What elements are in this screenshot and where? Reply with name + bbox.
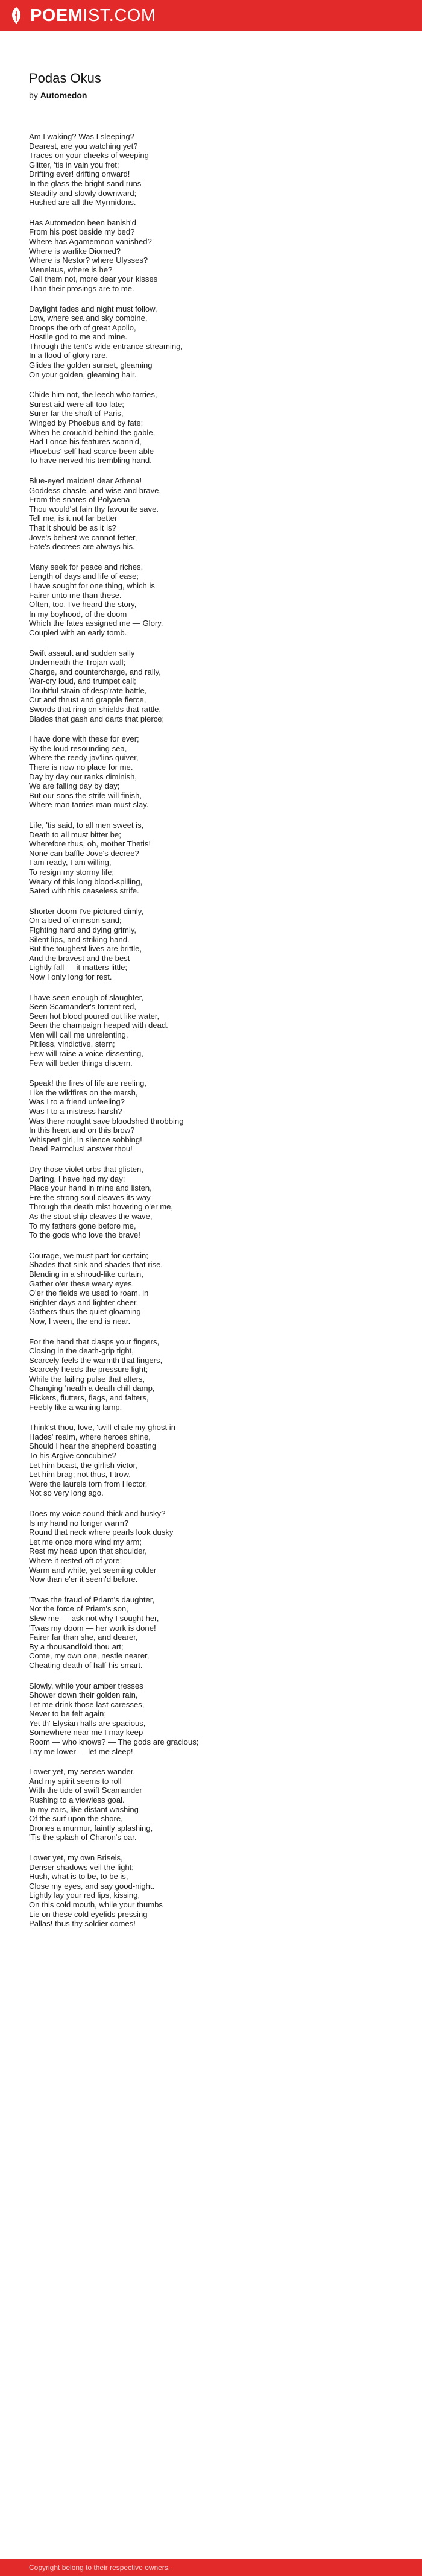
poem-line: Feebly like a waning lamp. — [29, 1402, 122, 1412]
poem-line: Fighting hard and dying grimly, — [29, 925, 137, 934]
poem-line: Which the fates assigned me — Glory, — [29, 619, 163, 628]
poem-line: Rest my head upon that shoulder, — [29, 1546, 147, 1556]
poem-line: Steadily and slowly downward; — [29, 188, 137, 198]
poem-line: But the toughest lives are brittle, — [29, 944, 142, 954]
poem-line: By a thousandfold thou art; — [29, 1642, 124, 1651]
poem-line: Where is Nestor? where Ulysses? — [29, 256, 148, 265]
poem-line: Where man tarries man must slay. — [29, 800, 149, 810]
poem-line: Pallas! thus thy soldier comes! — [29, 1919, 136, 1929]
poem-line: While the failing pulse that alters, — [29, 1374, 145, 1384]
poem-line: Scarcely heeds the pressure light; — [29, 1365, 148, 1375]
poem-line: Lightly lay your red lips, kissing, — [29, 1891, 140, 1900]
poem-stanza — [29, 132, 393, 207]
poem-line: Lay me lower — let me sleep! — [29, 1746, 133, 1756]
poem-line: Now, I ween, the end is near. — [29, 1316, 131, 1326]
poem-line: Swords that ring on shields that rattle, — [29, 705, 162, 714]
poem-line: Jove's behest we cannot fetter, — [29, 532, 137, 542]
poem-stanza — [29, 562, 393, 638]
poem-stanza — [29, 1423, 393, 1498]
poem-line: To resign my stormy life; — [29, 867, 115, 877]
poem-stanza — [29, 1079, 393, 1154]
poem-line: Like the wildfires on the marsh, — [29, 1088, 138, 1097]
poem-line: Had I once his features scann'd, — [29, 437, 142, 447]
poem-line: Than their prosings are to me. — [29, 283, 134, 293]
poem-line: Now than e'er it seem'd before. — [29, 1575, 138, 1584]
poem-line: Phoebus' self had scarce been able — [29, 446, 154, 456]
poem-line: Charge, and countercharge, and rally, — [29, 667, 161, 676]
poem-line: Slew me — ask not why I sought her, — [29, 1613, 159, 1623]
poem-line: Let me drink those last caresses, — [29, 1699, 145, 1709]
poem-line: Blades that gash and darts that pierce; — [29, 714, 165, 723]
poem-line: Come, my own one, nestle nearer, — [29, 1651, 150, 1661]
poem-line: Length of days and life of ease; — [29, 572, 139, 581]
poem-line: And my spirit seems to roll — [29, 1776, 122, 1786]
poem-line: Speak! the fires of life are reeling, — [29, 1079, 147, 1088]
poem-line: Gathers thus the quiet gloaming — [29, 1307, 141, 1317]
poem-line: Often, too, I've heard the story, — [29, 600, 137, 609]
poem-stanza — [29, 1767, 393, 1842]
poem-line: Glitter, 'tis in vain you fret; — [29, 160, 119, 169]
poem-line: Seen hot blood poured out like water, — [29, 1011, 160, 1021]
poem-line: Think'st thou, love, 'twill chafe my ghost in — [29, 1423, 175, 1432]
poem-line: Low, where sea and sky combine, — [29, 313, 148, 323]
poem-line: Brighter days and lighter cheer, — [29, 1297, 139, 1307]
poem-line: Room — who knows? — The gods are gracious; — [29, 1737, 199, 1747]
poem-title: Podas Okus — [29, 71, 101, 86]
poem-stanza — [29, 649, 393, 724]
quill-pen-icon — [8, 7, 24, 25]
poem-line: Wherefore thus, oh, mother Thetis! — [29, 839, 151, 849]
poem-line: O'er the fields we used to roam, in — [29, 1288, 149, 1298]
poem-line: Seen the champaign heaped with dead. — [29, 1021, 168, 1030]
poem-line: Many seek for peace and riches, — [29, 562, 143, 572]
poem-line: Not so very long ago. — [29, 1488, 104, 1498]
poem-stanza — [29, 993, 393, 1068]
poem-line: Flickers, flutters, flags, and falters, — [29, 1393, 149, 1403]
poem-line: In my ears, like distant washing — [29, 1804, 139, 1814]
poem-line: Does my voice sound thick and husky? — [29, 1509, 166, 1518]
poem-line: But our sons the strife will finish, — [29, 790, 142, 800]
poem-line: Should I hear the shepherd boasting — [29, 1441, 157, 1451]
poem-line: And the bravest and the best — [29, 953, 130, 963]
poem-line: Warm and white, yet seeming colder — [29, 1565, 157, 1575]
poem-line: Shower down their golden rain, — [29, 1690, 138, 1700]
poem-line: Never to be felt again; — [29, 1709, 107, 1719]
poem-line: Where it rested oft of yore; — [29, 1555, 122, 1565]
poem-line: Somewhere near me I may keep — [29, 1728, 143, 1737]
poem-line: Chide him not, the leech who tarries, — [29, 390, 157, 400]
poem-line: Was there nought save bloodshed throbbing — [29, 1116, 184, 1126]
poem-line: Through the tent's wide entrance streaming, — [29, 341, 183, 351]
poem-line: Shades that sink and shades that rise, — [29, 1260, 163, 1270]
site-header — [0, 0, 422, 31]
poem-line: Now I only long for rest. — [29, 972, 112, 981]
poem-line: Courage, we must part for certain; — [29, 1250, 148, 1260]
poem-line: Through the death mist hovering o'er me, — [29, 1202, 174, 1212]
poem-line: Droops the orb of great Apollo, — [29, 323, 136, 332]
poem-line: 'Twas the fraud of Priam's daughter, — [29, 1595, 155, 1604]
poem-line: I have sought for one thing, which is — [29, 581, 155, 590]
poem-line: Changing 'neath a death chill damp, — [29, 1384, 155, 1393]
poem-line: From the snares of Polyxena — [29, 495, 130, 505]
poem-line: Scarcely feels the warmth that lingers, — [29, 1355, 163, 1365]
poem-line: Where the reedy jav'lins quiver, — [29, 753, 139, 763]
poem-line: 'Tis the splash of Charon's oar. — [29, 1833, 137, 1842]
poem-line: Sated with this ceaseless strife. — [29, 886, 139, 896]
poem-line: Blending in a shroud-like curtain, — [29, 1269, 143, 1279]
poem-line: Cut and thrust and grapple fierce, — [29, 695, 146, 705]
poem-line: From his post beside my bed? — [29, 227, 135, 237]
poem-line: There is now no place for me. — [29, 763, 133, 772]
poem-line: To his Argive concubine? — [29, 1451, 116, 1461]
poem-line: Fairer unto me than these. — [29, 590, 122, 600]
poem-stanza — [29, 1509, 393, 1584]
poem-line: Let him boast, the girlish victor, — [29, 1460, 137, 1470]
poem-line: Whisper! girl, in silence sobbing! — [29, 1135, 142, 1144]
poem-stanza — [29, 1337, 393, 1412]
poem-line: Let him brag; not thus, I trow, — [29, 1470, 131, 1479]
poem-line: Call them not, more dear your kisses — [29, 274, 158, 284]
poem-line: Place your hand in mine and listen, — [29, 1183, 152, 1193]
site-footer — [0, 2559, 422, 2576]
poem-line: Let me once more wind my arm; — [29, 1537, 142, 1546]
poem-line: Denser shadows veil the light; — [29, 1862, 134, 1872]
poem-line: Life, 'tis said, to all men sweet is, — [29, 820, 144, 830]
poem-stanza — [29, 1165, 393, 1240]
poem-line: Surer far the shaft of Paris, — [29, 409, 124, 418]
poem-line: In my boyhood, of the doom — [29, 609, 127, 619]
poem-line: Surest aid were all too late; — [29, 399, 124, 409]
poem-line: On this cold mouth, while your thumbs — [29, 1900, 163, 1909]
poem-line: Drifting ever! drifting onward! — [29, 169, 130, 179]
poem-line: To my fathers gone before me, — [29, 1221, 136, 1230]
poem-line: In the glass the bright sand runs — [29, 178, 142, 188]
poem-line: Slowly, while your amber tresses — [29, 1681, 143, 1690]
poem-stanza — [29, 820, 393, 896]
poem-line: Day by day our ranks diminish, — [29, 772, 137, 781]
poem-line: Yet th' Elysian halls are spacious, — [29, 1718, 146, 1728]
poem-line: War-cry loud, and trumpet call; — [29, 676, 136, 686]
poem-line: Tell me, is it not far better — [29, 514, 118, 523]
poem-line: Fairer far than she, and dearer, — [29, 1633, 138, 1642]
poem-line: None can baffle Jove's decree? — [29, 848, 139, 858]
poem-body — [29, 132, 393, 1929]
poem-line: Lower yet, my own Briseis, — [29, 1853, 123, 1862]
poem-line: Daylight fades and night must follow, — [29, 304, 157, 313]
poem-line: Menelaus, where is he? — [29, 265, 113, 274]
poem-line: Underneath the Trojan wall; — [29, 658, 126, 667]
poem-line: Weary of this long blood-spilling, — [29, 877, 143, 886]
poem-byline — [29, 90, 393, 101]
poem-stanza — [29, 1853, 393, 1929]
poem-line: Rushing to a viewless goal. — [29, 1795, 125, 1805]
poem-line: Blue-eyed maiden! dear Athena! — [29, 476, 142, 485]
poem-line: Darling, I have had my day; — [29, 1174, 125, 1183]
poem-line: Dry those violet orbs that glisten, — [29, 1165, 143, 1174]
poem-line: I have done with these for ever; — [29, 734, 139, 744]
poem-line: In a flood of glory rare, — [29, 351, 109, 361]
poem-line: Thou would'st fain thy favourite save. — [29, 504, 159, 514]
poem-line: Where is warlike Diomed? — [29, 246, 121, 256]
poem-line: Swift assault and sudden sally — [29, 648, 135, 658]
poem-line: Hushed are all the Myrmidons. — [29, 198, 136, 207]
poem-line: Am I waking? Was I sleeping? — [29, 132, 134, 141]
poem-stanza — [29, 390, 393, 465]
poem-line: Round that neck where pearls look dusky — [29, 1528, 174, 1537]
poem-line: Lower yet, my senses wander, — [29, 1767, 136, 1777]
poem-line: That it should be as it is? — [29, 523, 116, 532]
copyright-notice: Copyright belong to their respective owners. — [29, 2563, 171, 2572]
poem-stanza — [29, 1251, 393, 1326]
poem-line: Lightly fall — it matters little; — [29, 963, 127, 972]
poem-stanza — [29, 1681, 393, 1757]
poem-line: 'Twas my doom — her work is done! — [29, 1623, 156, 1633]
poem-line: On a bed of crimson sand; — [29, 916, 122, 925]
poem-line: As the stout ship cleaves the wave, — [29, 1211, 153, 1221]
poem-line: Traces on your cheeks of weeping — [29, 151, 149, 160]
poem-stanza — [29, 304, 393, 380]
poem-stanza — [29, 734, 393, 810]
poem-line: We are falling day by day; — [29, 781, 120, 791]
poem-line: Was I to a friend unfeeling? — [29, 1097, 125, 1107]
poem-line: Shorter doom I've pictured dimly, — [29, 906, 144, 916]
poem-line: Few will better things discern. — [29, 1058, 133, 1068]
poem-line: On your golden, gleaming hair. — [29, 370, 137, 379]
poem-line: To have nerved his trembling hand. — [29, 456, 152, 465]
poem-line: When he crouch'd behind the gable, — [29, 427, 156, 437]
poem-line: Fate's decrees are always his. — [29, 542, 135, 552]
poem-line: For the hand that clasps your fingers, — [29, 1337, 160, 1346]
poem-line: I have seen enough of slaughter, — [29, 992, 144, 1002]
poem-line: Doubtful strain of desp'rate battle, — [29, 685, 147, 695]
poem-line: Is my hand no longer warm? — [29, 1518, 129, 1528]
poem-line: Seen Scamander's torrent red, — [29, 1002, 136, 1012]
poem-line: Dearest, are you watching yet? — [29, 141, 138, 151]
poem-line: Men will call me unrelenting, — [29, 1030, 128, 1039]
poem-line: Gather o'er these weary eyes. — [29, 1279, 134, 1288]
poem-line: Death to all must bitter be; — [29, 830, 121, 839]
author-link[interactable]: Automedon — [40, 90, 87, 100]
poem-line: Were the laurels torn from Hector, — [29, 1479, 148, 1488]
poem-line: Hostile god to me and mine. — [29, 332, 128, 342]
poem-line: Goddess chaste, and wise and brave, — [29, 485, 162, 495]
poem-line: Hush, what is to be, to be is, — [29, 1872, 128, 1882]
poem-line: I am ready, I am willing, — [29, 858, 112, 868]
poem-line: Not the force of Priam's son, — [29, 1604, 128, 1614]
poem-line: To the gods who love the brave! — [29, 1230, 140, 1240]
poem-stanza — [29, 907, 393, 982]
poem-line: Lie on these cold eyelids pressing — [29, 1909, 148, 1919]
poem-line: Ere the strong soul cleaves its way — [29, 1192, 151, 1202]
poem-line: Few will raise a voice dissenting, — [29, 1049, 143, 1059]
site-brand-name: POEMIST.COM — [30, 5, 156, 25]
poem-line: In this heart and on this brow? — [29, 1126, 135, 1135]
poem-line: Dead Patroclus! answer thou! — [29, 1144, 133, 1154]
poem-line: Coupled with an early tomb. — [29, 628, 127, 637]
poem-line: Has Automedon been banish'd — [29, 218, 136, 227]
poem-line: Cheating death of half his smart. — [29, 1660, 143, 1670]
poem-line: With the tide of swift Scamander — [29, 1786, 142, 1795]
poem-line: Closing in the death-grip tight, — [29, 1346, 134, 1356]
site-logo-link[interactable] — [8, 5, 156, 27]
poem-stanza — [29, 476, 393, 552]
poem-line: By the loud resounding sea, — [29, 743, 127, 753]
poem-line: Drones a murmur, faintly splashing, — [29, 1823, 153, 1833]
poem-line: Close my eyes, and say good-night. — [29, 1881, 155, 1891]
poem-line: Of the surf upon the shore, — [29, 1814, 123, 1824]
byline-prefix: by — [29, 90, 38, 100]
poem-line: Where has Agamemnon vanished? — [29, 236, 152, 246]
poem-stanza — [29, 218, 393, 294]
poem-line: Pitiless, vindictive, stern; — [29, 1039, 115, 1049]
poem-stanza — [29, 1595, 393, 1671]
poem-line: Winged by Phoebus and by fate; — [29, 418, 143, 428]
poem-content — [29, 70, 393, 1939]
poem-line: Silent lips, and striking hand. — [29, 934, 130, 944]
poem-line: Was I to a mistress harsh? — [29, 1107, 122, 1116]
poem-line: Hades' realm, where heroes shine, — [29, 1432, 151, 1441]
poem-line: Glides the golden sunset, gleaming — [29, 361, 153, 370]
